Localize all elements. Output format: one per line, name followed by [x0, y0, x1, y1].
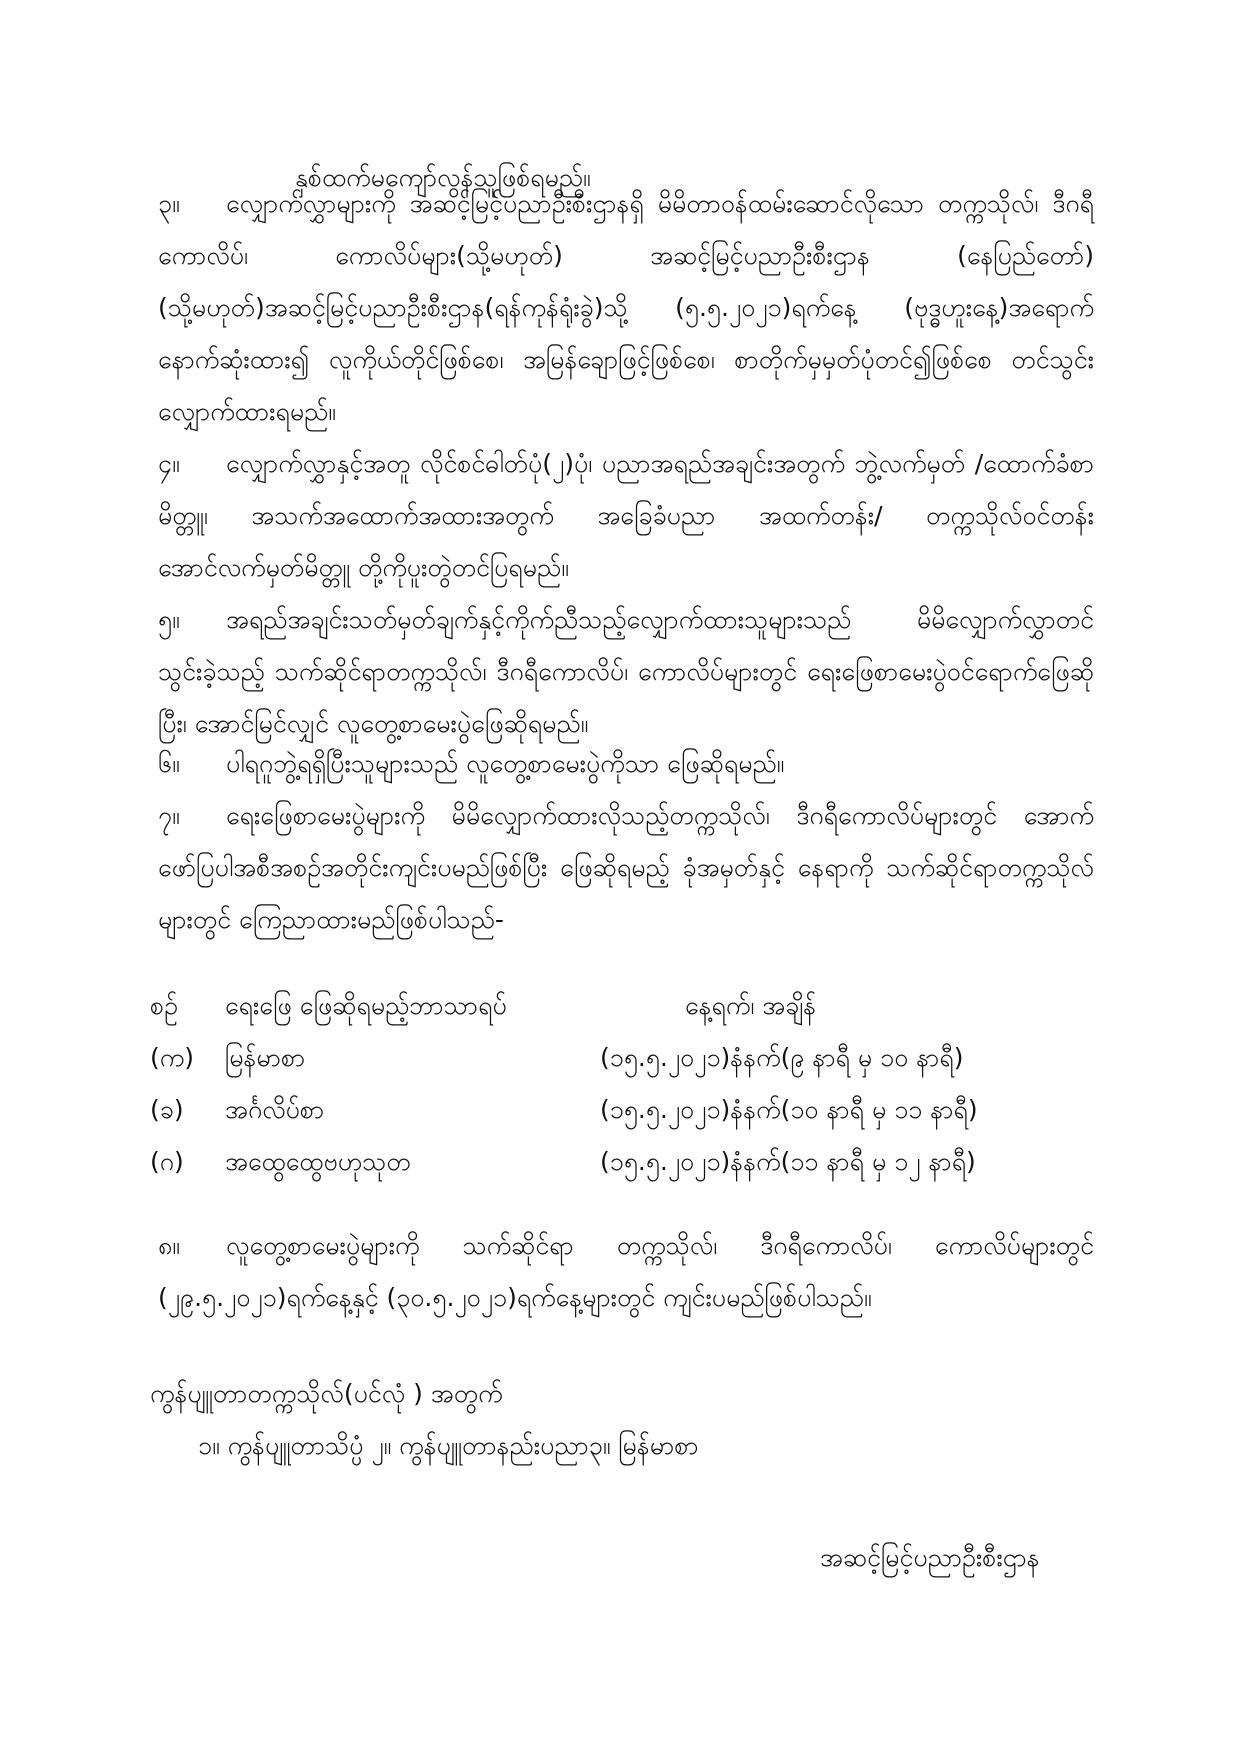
row-serial: (က) — [150, 1043, 194, 1072]
row-subject: အင်္ဂလိပ်စာ — [225, 1095, 325, 1124]
row-serial: (ခ) — [150, 1095, 184, 1124]
paragraph-text: ပါရဂူဘွဲ့ရရှိပြီးသူများသည် လူတွေ့စာမေးပွဲကိုသာ ဖြေဆိုရမည်။ — [226, 749, 785, 778]
paragraph-text: လျှောက်လွှာများကို အဆင့်မြင့်ပညာဦးစီးဌာနရှိ မိမိတာဝန်ထမ်းဆောင်လိုသော တက္ကသိုလ်၊ ဒီဂရီကောလိပ်၊ ကောလိပ်များ(သို့မဟုတ်) အဆင့်မြင့်ပညာဦးစီးဌာန (နေပြည်တော်)(သို့မဟုတ်)အဆင့်မြင့်ပညာဦးစီးဌာန(ရန်ကုန်ရုံးခွဲ)သို့ (၅.၅.၂၀၂၁)ရက်နေ့ (ဗုဒ္ဓဟူးနေ့)အရောက်နောက်ဆုံးထား၍ လူကိုယ်တိုင်ဖြစ်စေ၊ အမြန်ချောဖြင့်ဖြစ်စေ၊ စာတိုက်မှမှတ်ပုံတင်၍ဖြစ်စေ တင်သွင်းလျှောက်ထားရမည်။ — [158, 189, 1094, 426]
department-list: ၁။ ကွန်ပျူတာသိပ္ပံ ၂။ ကွန်ပျူတာနည်းပညာ၃။ မြန်မာစာ — [198, 1431, 699, 1460]
paragraph-5 — [158, 594, 1094, 750]
schedule-header-row — [150, 980, 1050, 1032]
paragraph-4 — [158, 438, 1094, 594]
row-date-time: (၁၅.၅.၂၀၂၁)နံနက်(၁၀ နာရီ မှ ၁၁ နာရီ) — [600, 1095, 978, 1124]
paragraph-number: ၈။ — [158, 1231, 180, 1260]
paragraph-text: ရေးဖြေစာမေးပွဲများကို မိမိလျှောက်ထားလိုသည့်တက္ကသိုလ်၊ ဒီဂရီကောလိပ်များတွင် အောက်ဖော်ပြပါအစီအစဉ်အတိုင်းကျင်းပမည်ဖြစ်ပြီး ဖြေဆိုရမည့် ခုံအမှတ်နှင့် နေရာကို သက်ဆိုင်ရာတက္ကသိုလ်များတွင် ကြေညာထားမည်ဖြစ်ပါသည်- — [158, 801, 1094, 934]
paragraph-number: ၃။ — [158, 189, 180, 218]
row-serial: (ဂ) — [150, 1147, 184, 1176]
paragraph-6 — [158, 738, 1094, 790]
schedule-row — [150, 1084, 1050, 1136]
exam-schedule-table — [150, 980, 1050, 1188]
row-subject: အထွေထွေဗဟုသုတ — [225, 1147, 411, 1176]
row-subject: မြန်မာစာ — [225, 1043, 306, 1072]
paragraph-number: ၆။ — [158, 749, 180, 778]
paragraph-text: လျှောက်လွှာနှင့်အတူ လိုင်စင်ဓါတ်ပုံ(၂)ပုံ၊ ပညာအရည်အချင်းအတွက် ဘွဲ့လက်မှတ် /ထောက်ခံစာမိတ္တူ၊ အသက်အထောက်အထားအတွက် အခြေခံပညာ အထက်တန်း/ တက္ကသိုလ်ဝင်တန်းအောင်လက်မှတ်မိတ္တူ တို့ကိုပူးတွဲတင်ပြရမည်။ — [158, 449, 1094, 582]
paragraph-8 — [158, 1220, 1094, 1324]
paragraph-7 — [158, 790, 1094, 946]
paragraph-number: ၄။ — [158, 449, 180, 478]
header-date-time: နေ့ရက်၊ အချိန် — [685, 991, 817, 1020]
paragraph-text: အရည်အချင်းသတ်မှတ်ချက်နှင့်ကိုက်ညီသည့်လျှောက်ထားသူများသည် မိမိလျှောက်လွှာတင်သွင်းခဲ့သည့် သက်ဆိုင်ရာတက္ကသိုလ်၊ ဒီဂရီကောလိပ်၊ ကောလိပ်များတွင် ရေးဖြေစာမေးပွဲဝင်ရောက်ဖြေဆိုပြီး၊ အောင်မြင်လျှင် လူတွေ့စာမေးပွဲဖြေဆိုရမည်။ — [158, 605, 1094, 738]
signature-department: အဆင့်မြင့်ပညာဦးစီးဌာန — [820, 1543, 1040, 1572]
paragraph-text: လူတွေ့စာမေးပွဲများကို သက်ဆိုင်ရာ တက္ကသိုလ်၊ ဒီဂရီကောလိပ်၊ ကောလိပ်များတွင် (၂၉.၅.၂၀၂၁)ရက်နေ့နှင့် (၃၀.၅.၂၀၂၁)ရက်နေ့များတွင် ကျင်းပမည်ဖြစ်ပါသည်။ — [158, 1231, 1094, 1312]
paragraph-number: ၅။ — [158, 605, 180, 634]
paragraph-3 — [158, 178, 1094, 438]
schedule-row — [150, 1136, 1050, 1188]
schedule-row — [150, 1032, 1050, 1084]
department-heading: ကွန်ပျူတာတက္ကသိုလ်(ပင်လုံ ) အတွက် — [150, 1379, 503, 1408]
row-date-time: (၁၅.၅.၂၀၂၁)နံနက်(၉ နာရီ မှ ၁၀ နာရီ) — [600, 1043, 964, 1072]
header-subject: ရေးဖြေ ဖြေဆိုရမည့်ဘာသာရပ် — [225, 991, 507, 1020]
row-date-time: (၁၅.၅.၂၀၂၁)နံနက်(၁၁ နာရီ မှ ၁၂ နာရီ) — [600, 1147, 976, 1176]
intro-line: နှစ်ထက်မကျော်လွန်သူဖြစ်ရမည်။ — [295, 163, 591, 192]
paragraph-number: ၇။ — [158, 801, 180, 830]
header-serial: စဉ် — [150, 991, 178, 1020]
